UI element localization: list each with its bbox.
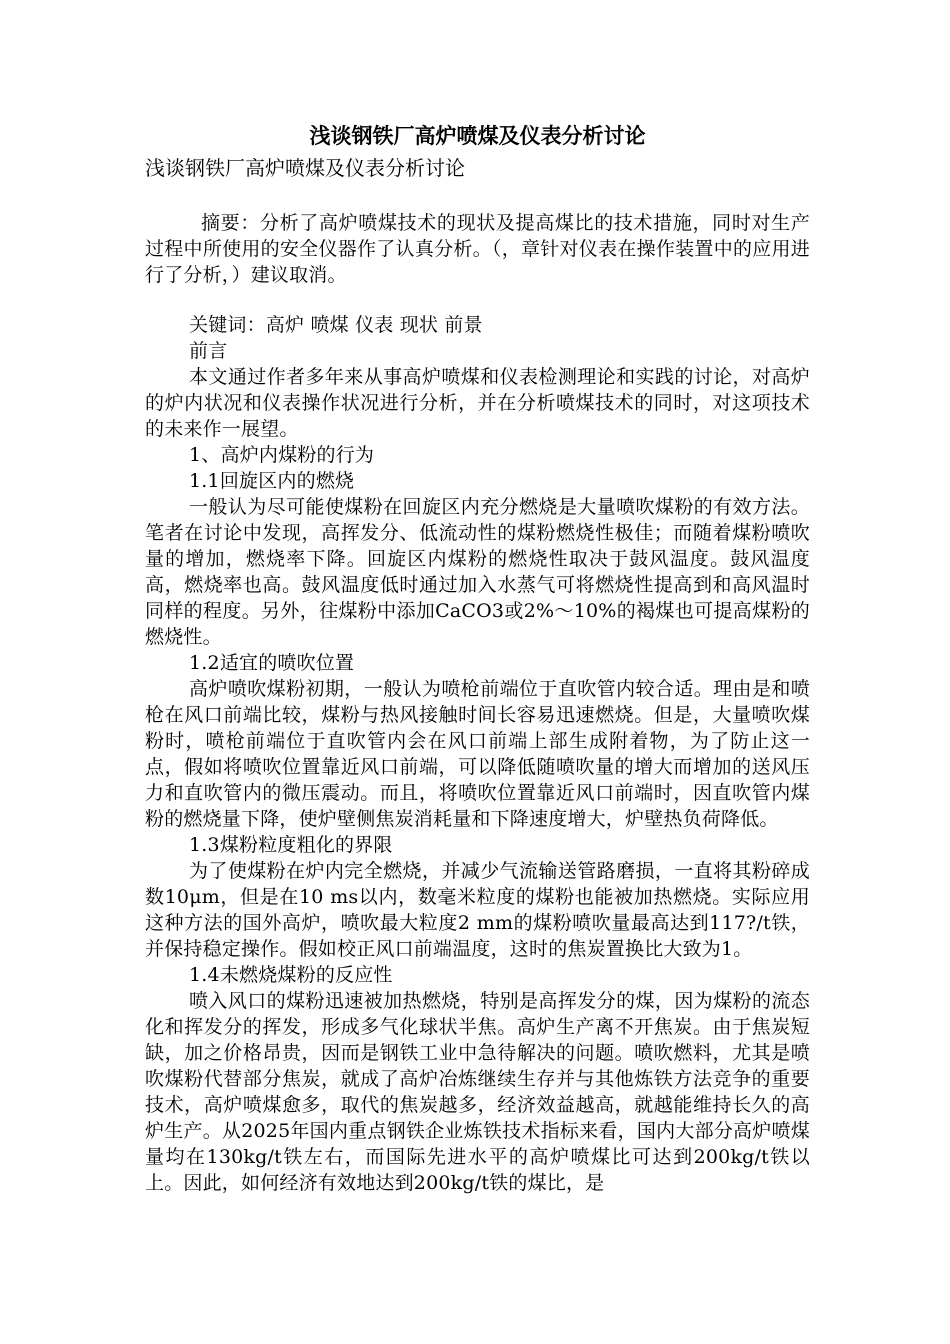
document-subtitle: 浅谈钢铁厂高炉喷煤及仪表分析讨论 <box>145 156 465 180</box>
section-1-1-paragraph: 一般认为尽可能使煤粉在回旋区内充分燃烧是大量喷吹煤粉的有效方法。笔者在讨论中发现，高挥发分、低流动性的煤粉燃烧性极佳；而随着煤粉喷吹量的增加，燃烧率下降。回旋区内煤粉的燃烧性取决于鼓风温度。鼓风温度高，燃烧率也高。鼓风温度低时通过加入水蒸气可将燃烧性提高到和高风温时同样的程度。另外，往煤粉中添加CaCO3或2%～10%的褐煤也可提高煤粉的燃烧性。 <box>145 496 810 648</box>
abstract-paragraph: 摘要：分析了高炉喷煤技术的现状及提高煤比的技术措施，同时对生产过程中所使用的安全仪器作了认真分析。（，章针对仪表在操作装置中的应用进行了分析，）建议取消。 <box>145 212 810 286</box>
section-1-1-heading: 1.1回旋区内的燃烧 <box>189 470 355 492</box>
section-1-3-heading: 1.3煤粉粒度粗化的界限 <box>189 834 393 856</box>
section-1-heading: 1、高炉内煤粉的行为 <box>189 444 375 466</box>
document-title: 浅谈钢铁厂高炉喷煤及仪表分析讨论 <box>309 123 646 148</box>
section-1-3-paragraph: 为了使煤粉在炉内完全燃烧，并减少气流输送管路磨损，一直将其粉碎成数10μm，但是在10 ms以内，数毫米粒度的煤粉也能被加热燃烧。实际应用这种方法的国外高炉，喷吹最大粒度2 mm的煤粉喷吹量最高达到117?/t铁，并保持稳定操作。假如校正风口前端温度，这时的焦炭置换比大致为1。 <box>145 860 810 960</box>
section-1-2-paragraph: 高炉喷吹煤粉初期，一般认为喷枪前端位于直吹管内较合适。理由是和喷枪在风口前端比较，煤粉与热风接触时间长容易迅速燃烧。但是，大量喷吹煤粉时，喷枪前端位于直吹管内会在风口前端上部生成附着物，为了防止这一点，假如将喷吹位置靠近风口前端，可以降低随喷吹量的增大而增加的送风压力和直吹管内的微压震动。而且，将喷吹位置靠近风口前端时，因直吹管内煤粉的燃烧量下降，使炉壁侧焦炭消耗量和下降速度增大，炉壁热负荷降低。 <box>145 678 810 830</box>
section-1-4-heading: 1.4未燃烧煤粉的反应性 <box>189 964 393 986</box>
preface-heading: 前言 <box>189 340 228 362</box>
keywords-line: 关键词：高炉 喷煤 仪表 现状 前景 <box>189 314 483 336</box>
preface-paragraph: 本文通过作者多年来从事高炉喷煤和仪表检测理论和实践的讨论，对高炉的炉内状况和仪表操作状况进行分析，并在分析喷煤技术的同时，对这项技术的未来作一展望。 <box>145 366 810 440</box>
spacer <box>145 288 810 312</box>
document-page <box>145 118 810 1196</box>
section-1-4-paragraph: 喷入风口的煤粉迅速被加热燃烧，特别是高挥发分的煤，因为煤粉的流态化和挥发分的挥发，形成多气化球状半焦。高炉生产离不开焦炭。由于焦炭短缺，加之价格昂贵，因而是钢铁工业中急待解决的问题。喷吹燃料，尤其是喷吹煤粉代替部分焦炭，就成了高炉冶炼继续生存并与其他炼铁方法竞争的重要技术，高炉喷煤愈多，取代的焦炭越多，经济效益越高，就越能维持长久的高炉生产。从2025年国内重点钢铁企业炼铁技术指标来看，国内大部分高炉喷煤量均在130kg/t铁左右，而国际先进水平的高炉喷煤比可达到200kg/t铁以上。因此，如何经济有效地达到200kg/t铁的煤比，是 <box>145 990 810 1194</box>
section-1-2-heading: 1.2适宜的喷吹位置 <box>189 652 355 674</box>
